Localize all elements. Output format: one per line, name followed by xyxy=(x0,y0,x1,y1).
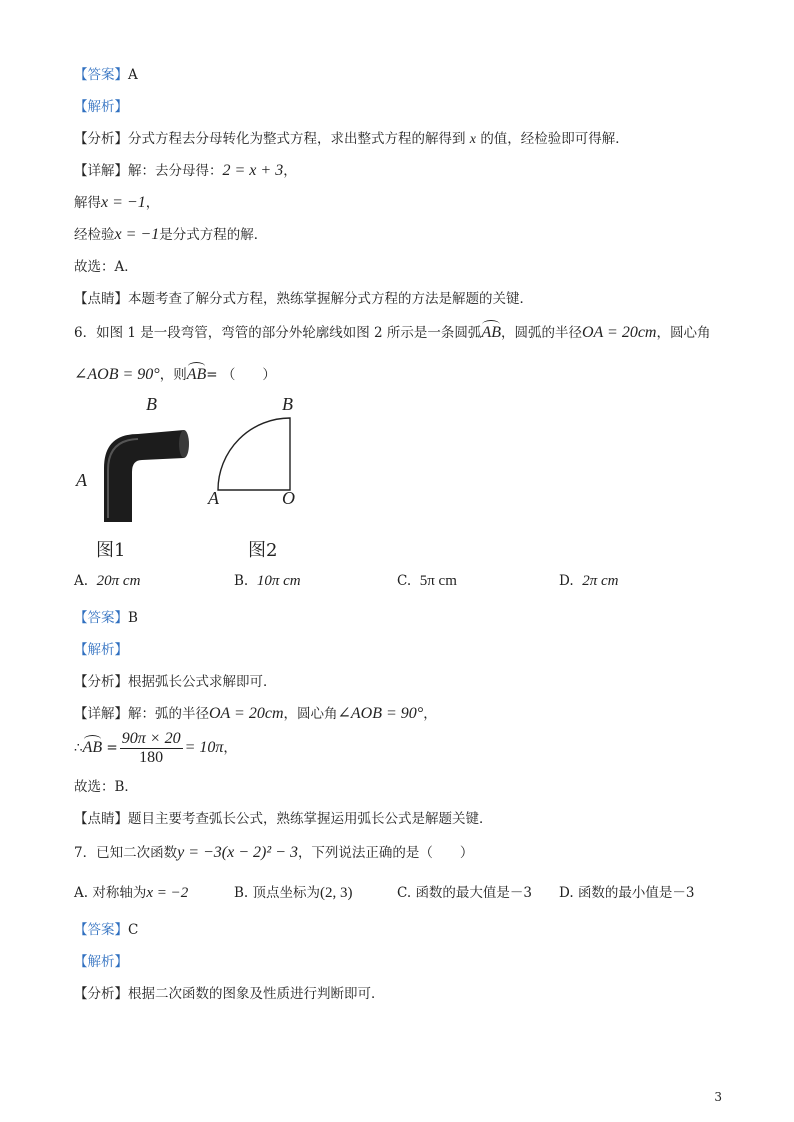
q6-analysis-heading: 【解析】 xyxy=(74,642,128,658)
q6-option-b: B. 10π cm xyxy=(234,573,301,589)
fig2-label-b: B xyxy=(282,394,293,414)
fig2-label-a: A xyxy=(208,488,219,508)
fig2-label-o: O xyxy=(282,488,295,508)
q7-option-d: D. 函数的最小值是－3 xyxy=(559,885,695,901)
q5-choose: 故选：A． xyxy=(74,259,138,275)
q5-comment: 【点睛】本题考查了解分式方程，熟练掌握解分式方程的方法是解题的关键． xyxy=(74,291,533,307)
q6-option-a: A. 20π cm xyxy=(74,573,141,589)
q5-answer: 【答案】A xyxy=(74,67,138,83)
q5-detail: 【详解】解：去分母得：2 = x + 3， xyxy=(74,162,297,179)
q6-stem-line1: 6．如图 1 是一段弯管，弯管的部分外轮廓线如图 2 所示是一条圆弧AB，圆弧的半径OA = 20cm，圆心角 xyxy=(74,324,711,341)
q6-answer: 【答案】B xyxy=(74,610,138,626)
fig1-label-b: B xyxy=(146,394,157,414)
q7-answer: 【答案】C xyxy=(74,922,139,938)
page-number: 3 xyxy=(714,1090,722,1104)
q6-fenxi: 【分析】根据弧长公式求解即可． xyxy=(74,674,277,690)
q5-check: 经检验x = −1是分式方程的解． xyxy=(74,226,268,243)
q7-analysis-heading: 【解析】 xyxy=(74,954,128,970)
fig2-caption: 图2 xyxy=(248,540,278,561)
q7-stem: 7．已知二次函数y = −3(x − 2)² − 3，下列说法正确的是（ ） xyxy=(74,844,474,861)
q7-fenxi: 【分析】根据二次函数的图象及性质进行判断即可． xyxy=(74,986,385,1002)
q5-analysis-heading: 【解析】 xyxy=(74,99,128,115)
q7-option-b: B. 顶点坐标为(2, 3) xyxy=(234,885,353,901)
q5-fenxi: 【分析】分式方程去分母转化为整式方程，求出整式方程的解得到 x 的值，经检验即可得解． xyxy=(74,131,629,147)
q5-solve: 解得x = −1， xyxy=(74,194,160,211)
q7-option-c: C. 函数的最大值是－3 xyxy=(397,885,533,901)
q7-option-a: A. 对称轴为x = −2 xyxy=(74,885,189,901)
q6-formula: ∴AB = $\frac{90\pi \times 20}{180}$ = 10π， xyxy=(74,730,237,766)
quarter-arc-diagram xyxy=(212,412,296,496)
q6-choose: 故选：B． xyxy=(74,779,138,795)
arc-length-fraction: $\frac{90\pi \times 20}{180}$ xyxy=(121,730,181,766)
fig1-label-a: A xyxy=(76,470,87,490)
bent-pipe-image xyxy=(90,418,200,528)
q6-comment: 【点睛】题目主要考查弧长公式，熟练掌握运用弧长公式是解题关键． xyxy=(74,811,493,827)
fig1-caption: 图1 xyxy=(96,540,126,561)
q6-option-c: C. 5π cm xyxy=(397,573,457,589)
q6-stem-line2: ∠AOB = 90°，则AB= （ ） xyxy=(74,366,276,383)
q6-detail: 【详解】解：弧的半径OA = 20cm，圆心角∠AOB = 90°， xyxy=(74,705,437,722)
q6-option-d: D. 2π cm xyxy=(559,573,619,589)
